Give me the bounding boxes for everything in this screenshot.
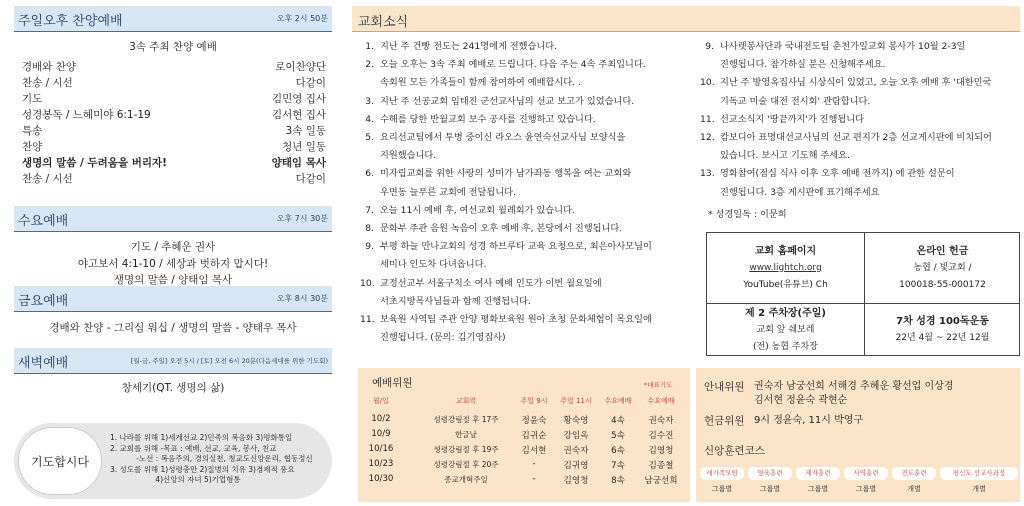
news-item-text — [380, 111, 696, 129]
sunday-worship-time: 오후 2시 50분 — [276, 14, 328, 23]
news-item-text — [380, 129, 696, 165]
news-item-number: 10. — [700, 77, 715, 89]
table-cell: - — [532, 459, 536, 469]
course-type: 그룹별 — [759, 485, 781, 493]
order-item-name: 경배와 찬양 — [22, 61, 77, 73]
course-type: 개별 — [907, 485, 921, 493]
table-cell: 성령강림절 후 19주 — [433, 445, 499, 454]
column-header: 교회력 — [455, 397, 477, 405]
column-header: 주일 11시 — [560, 397, 592, 405]
course-type: 그룹별 — [807, 485, 829, 493]
prayer-title: 기도합시다 — [18, 427, 102, 495]
course-chip: 양육훈련 — [748, 467, 792, 480]
news-item-line: 보육원 사역팀 주관 안양 평화보육원 원아 초청 문화체험이 목요일에 — [380, 314, 652, 326]
course-chip: 제자훈련 — [796, 467, 840, 480]
bible-reading-title: 7차 성경 100독운동 — [896, 316, 989, 327]
news-column-right — [700, 38, 1020, 202]
news-item-text — [720, 111, 1020, 129]
online-offering-cell — [865, 233, 1020, 303]
news-item-text — [380, 38, 696, 56]
news-item-line: 세미나 인도차 다녀옵니다. — [380, 259, 487, 271]
offering-account: 100018-55-000172 — [899, 279, 986, 290]
prayer-line: 3. 성도를 위해 1)성령충만 2)질병의 치유 3)경제적 풍요 — [110, 464, 295, 474]
worship-schedule-panel — [0, 0, 342, 506]
news-item-number: 11. — [360, 314, 375, 326]
order-item-name: 특송 — [22, 125, 43, 137]
homepage-link[interactable]: www.lightch.org — [749, 262, 822, 273]
news-item — [700, 38, 1020, 74]
news-item-text — [380, 165, 696, 201]
table-cell: 김수진 — [648, 431, 674, 441]
column-header: 수요예배 — [647, 397, 675, 405]
table-cell: 10/30 — [368, 474, 394, 484]
wednesday-worship-header — [14, 206, 332, 232]
course-type: 그룹별 — [855, 485, 877, 493]
table-cell: 한글날 — [455, 430, 477, 439]
news-item-number: 12. — [700, 132, 715, 144]
news-item — [700, 129, 1020, 165]
guide-value: 권숙자 남궁선희 서해경 추혜운 황선업 이상경 — [754, 381, 954, 392]
table-cell: 김귀영 — [563, 461, 589, 471]
offering-label: 헌금위원 — [704, 415, 745, 427]
prayer-list — [110, 433, 313, 486]
news-item-line: 있습니다. 보시고 기도해 주세요. — [720, 150, 850, 162]
parking-title: 제 2 주차장(주일) — [744, 307, 827, 319]
bible-reading-cell — [865, 304, 1020, 356]
order-item-name: 기도 — [22, 93, 43, 105]
parking-location: (전) 농협 주차장 — [753, 341, 818, 352]
news-item-text — [380, 220, 696, 238]
news-item-number: 3. — [365, 95, 374, 107]
news-item-line: 진행됩니다. (문의: 김기영집사) — [380, 332, 506, 344]
table-cell: 권숙자 — [648, 416, 674, 426]
news-item-line: 미자립교회를 위한 사랑의 성미가 남가좌동 행복을 여는 교회와 — [380, 168, 632, 180]
news-item-number: 9. — [365, 241, 374, 253]
prayer-line: 1. 나라를 위해 1)세계선교 2)민족의 복음화 3)평화통일 — [110, 433, 293, 442]
course-chip: 전도훈련 — [892, 467, 936, 480]
church-news-title: 교회소식 — [358, 15, 409, 30]
friday-line: 경배와 찬양 - 그리심 워십 / 생명의 말씀 - 양태우 목사 — [49, 322, 297, 334]
news-item — [700, 165, 1020, 201]
news-item-line: 지난 주 선공교회 임태진 군선교사님의 선교 보고가 있었습니다. — [380, 95, 635, 107]
friday-worship-title: 금요예배 — [18, 294, 69, 309]
news-item — [360, 238, 696, 274]
table-cell: 남궁선희 — [644, 476, 678, 486]
news-item-number: 4. — [365, 113, 374, 125]
table-cell: 권숙자 — [563, 446, 589, 456]
news-item-number: 13. — [700, 168, 715, 180]
news-item-line: 우면동 늘푸른 교회에 전달됩니다. — [380, 186, 516, 198]
news-item-line: 진행됩니다. 3층 게시판에 표기해주세요 — [720, 186, 880, 198]
news-item-text — [380, 202, 696, 220]
order-item-name: 찬송 / 시선 — [22, 77, 73, 89]
info-table — [706, 232, 1020, 356]
news-item — [360, 202, 696, 220]
table-cell: 6속 — [611, 446, 625, 456]
table-cell: 황숙영 — [563, 416, 589, 426]
table-cell: - — [532, 474, 536, 484]
worship-servers-panel — [358, 368, 690, 502]
sunday-worship-title: 주일오후 찬양예배 — [18, 14, 123, 29]
servers-table-header — [358, 396, 690, 406]
table-cell: 김영청 — [648, 446, 674, 456]
prayer-line: 4)신앙의 자녀 5)기업형통 — [110, 475, 241, 484]
table-cell: 10/9 — [371, 429, 391, 439]
news-item — [360, 165, 696, 201]
news-item — [360, 275, 696, 311]
news-item-line: 부평 하늘 만나교회의 성경 하브루타 교육 요청으로, 최은아사모님이 — [380, 241, 652, 253]
news-item-line: 오늘 오후는 3속 주최 예배로 드립니다. 다음 주는 4속 주최입니다. — [380, 59, 646, 71]
news-item — [360, 38, 696, 56]
news-item-line: 캄보디아 표명대선교사님의 선교 편지가 2층 선교게시판에 비치되어 — [720, 132, 992, 144]
table-cell: 김영청 — [563, 476, 589, 486]
sunday-worship-heading: 3속 주최 찬양 예배 — [129, 41, 217, 53]
table-cell: 성령강림절 후 20주 — [433, 460, 499, 469]
parking-location: 교회 앞 쉐보레 — [756, 324, 815, 335]
table-cell: 정윤숙 — [521, 416, 547, 426]
news-item-text — [720, 38, 1020, 74]
dawn-worship-header — [14, 348, 332, 374]
news-item-number: 5. — [365, 132, 374, 144]
news-item-line: 오늘 11시 예배 후, 여선교회 월례회가 있습니다. — [380, 204, 575, 216]
course-title: 신앙훈련코스 — [704, 445, 765, 457]
news-item — [360, 311, 696, 347]
news-item-text — [380, 275, 696, 311]
course-chip: 평신도 선교사과정 — [940, 467, 1018, 480]
table-cell: 10/2 — [371, 414, 391, 424]
news-item-line: 서초지방목사님들과 함께 진행됩니다. — [380, 295, 531, 307]
table-cell: 10/16 — [368, 444, 394, 454]
table-cell: 김종철 — [648, 461, 674, 471]
order-item-name: 찬양 — [22, 141, 43, 153]
table-cell: 4속 — [611, 416, 625, 426]
news-item — [700, 111, 1020, 129]
wednesday-line: 야고보서 4:1-10 / 세상과 벗하지 맙시다! — [77, 258, 269, 270]
order-item-leader: 김서현 집사 — [271, 109, 326, 121]
news-item-text — [720, 165, 1020, 201]
news-item-line: 지난 주 건빵 전도는 241명에게 전했습니다. — [380, 41, 558, 52]
online-offering-title: 온라인 헌금 — [916, 245, 969, 257]
bible-reading-note: * 성경일독 : 이문희 — [708, 209, 787, 220]
news-item-line: 지원했습니다. — [380, 150, 437, 162]
column-header: 월/일 — [373, 397, 389, 405]
table-cell: 5속 — [611, 431, 625, 441]
order-item-leader: 다같이 — [295, 173, 326, 185]
order-item-name: 성경봉독 / 느헤미야 6:1-19 — [22, 109, 151, 121]
table-cell: 김귀순 — [521, 431, 547, 441]
wednesday-line: 생명의 말씀 / 양태임 목사 — [113, 274, 233, 286]
news-item-number: 10. — [360, 277, 375, 289]
course-chip: 사역훈련 — [844, 467, 888, 480]
offering-value: 9시 정윤숙, 11시 박영구 — [754, 415, 864, 426]
news-item-line: 지난 주 방영옥집사님 시상식이 있었고, 오늘 오후 예배 후 '대한민국 — [720, 77, 992, 89]
dawn-worship-title: 새벽예배 — [18, 356, 69, 371]
news-item-line: 진행됩니다. 참가하실 분은 신청해주세요. — [720, 59, 886, 71]
table-cell: 8속 — [611, 476, 625, 486]
news-item-number: 2. — [365, 59, 374, 71]
news-item-text — [720, 129, 1020, 165]
news-item — [360, 93, 696, 111]
news-item-text — [720, 74, 1020, 110]
offering-bank: 농협 / 빛교회 / — [913, 262, 972, 273]
order-item-name: 생명의 말씀 / 두려움을 버리자! — [22, 157, 167, 169]
news-item — [360, 220, 696, 238]
news-column-left — [360, 38, 696, 347]
news-item-number: 6. — [365, 168, 374, 180]
sunday-worship-header — [14, 6, 332, 32]
bible-reading-period: 22년 4월 ~ 22년 12월 — [895, 333, 990, 343]
table-cell: 김서현 — [521, 446, 547, 456]
dawn-worship-time: [월-금, 주일] 오전 5시 / [토] 오전 6시 20분(다음세대를 위한 기도회) — [130, 357, 328, 365]
news-item-line: 영화참여(점심 식사 이후 오후 예배 전까지) 에 관한 설문이 — [720, 168, 955, 180]
friday-worship-time: 오후 8시 30분 — [276, 294, 328, 303]
news-item-line: 수해를 당한 반월교회 보수 공사를 진행하고 있습니다. — [380, 113, 596, 125]
news-item-line: 기독교 미술 대전 전시회' 관람합니다. — [720, 95, 871, 107]
news-item — [360, 111, 696, 129]
news-item-number: 9. — [705, 41, 714, 52]
order-item-leader: 다같이 — [295, 77, 326, 89]
prayer-box — [14, 423, 332, 499]
news-item-number: 7. — [365, 204, 374, 216]
table-cell: 7속 — [611, 461, 625, 471]
servers-title: 예배위원 — [372, 377, 413, 389]
news-item-text — [380, 56, 696, 92]
homepage-title: 교회 홈페이지 — [754, 245, 817, 257]
guide-label: 안내위원 — [704, 381, 745, 393]
news-item-number: 11. — [700, 113, 715, 125]
church-news-header — [352, 6, 1020, 32]
course-type: 개별 — [972, 485, 986, 493]
news-item-text — [380, 311, 696, 347]
column-header: 수요예배 — [604, 397, 632, 405]
parking-cell — [707, 304, 864, 356]
prayer-line: -노선 : 복음주의, 경의실천, 청교도신앙운리, 협동정신 — [110, 454, 313, 463]
news-item-line: 선교소식지 '땅끝까지'가 진행됩니다 — [720, 113, 865, 125]
table-cell: 성령강림절 후 17주 — [433, 415, 499, 424]
news-item — [700, 74, 1020, 110]
news-item-line: 속회원 모든 가족들이 함께 참여하여 예배합시다. . — [380, 77, 581, 89]
guide-value: 김서현 정윤숙 곽현순 — [754, 395, 848, 406]
course-chip: 새가족모임 — [700, 467, 744, 480]
servers-note: *대표기도 — [644, 381, 673, 389]
news-item-line: 문화부 주관 음원 녹음이 오후 예배 후, 본당에서 진행됩니다. — [380, 223, 623, 235]
order-item-leader: 김민영 집사 — [271, 93, 326, 105]
news-item-line: 나사렛봉사단과 국내전도팀 춘천가일교회 봉사가 10월 2-3일 — [720, 41, 966, 52]
friday-worship-header — [14, 286, 332, 312]
order-item-leader: 청년 일동 — [282, 141, 326, 153]
course-type: 그룹별 — [711, 485, 733, 493]
order-item-leader: 3속 일동 — [285, 125, 326, 137]
news-item-number: 1. — [365, 41, 374, 52]
homepage-cell — [707, 233, 864, 303]
news-item-text — [380, 238, 696, 274]
news-item-number: 8. — [365, 223, 374, 235]
wednesday-worship-title: 수요예배 — [18, 214, 69, 229]
order-item-leader: 로이찬양단 — [275, 61, 326, 73]
news-item — [360, 56, 696, 92]
order-item-name: 찬송 / 시선 — [22, 173, 73, 185]
table-cell: 10/23 — [368, 459, 394, 469]
wednesday-worship-time: 오후 7시 30분 — [276, 214, 328, 223]
table-cell: 강임옥 — [563, 431, 589, 441]
wednesday-line: 기도 / 추혜운 권사 — [130, 241, 216, 253]
dawn-line: 창세기(QT. 생명의 삶) — [121, 382, 225, 394]
news-item-line: 교정선교부 서울구치소 여사 예배 인도가 이번 월요일에 — [380, 277, 602, 289]
order-item-leader: 양태임 목사 — [271, 157, 326, 169]
prayer-line: 2. 교회를 위해 -목표 : 예배, 선교, 교육, 봉사, 친교 — [110, 443, 277, 453]
youtube-channel[interactable]: YouTube(유튜브) Ch — [743, 279, 828, 290]
table-cell: 종교개혁주일 — [444, 475, 488, 484]
news-item — [360, 129, 696, 165]
ministers-panel — [696, 368, 1020, 502]
news-item-text — [380, 93, 696, 111]
column-header: 주일 9시 — [520, 397, 548, 405]
news-item-line: 요리선교팀에서 투병 중이신 라오스 윤연숙선교사님 보양식을 — [380, 132, 626, 144]
